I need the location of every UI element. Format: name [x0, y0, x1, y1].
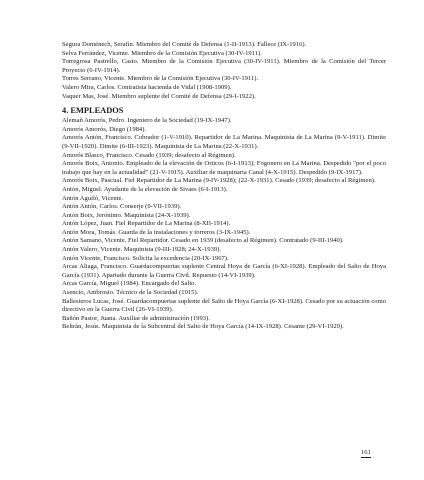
document-body — [62, 41, 386, 332]
entry-paragraph: Antón Boix, Jerónimo. Maquinista (24-X-1939). — [62, 211, 191, 219]
entry-paragraph: Amorós Boix, Pascual. Fiel Repartidor de La Marina (9-IV-1928); (22-X-1931). Cesado (1939; desafecto al Régimen). — [62, 177, 376, 185]
entry-paragraph: Arcas García, Miguel (1984). Encargado del Salto. — [62, 280, 197, 288]
entry-paragraph: Torregrosa Pastrello, Casto. Miembro de la Comisión Ejecutiva (30-IV-1911). Miembro de la Comisión del Tercer Proyecto (6-IV-1914). — [62, 58, 386, 74]
entry-paragraph: Antón Mora, Tomás. Guarda de la instalaciones y torreros (3-IX-1945). — [62, 228, 251, 236]
entries-previous-section — [62, 41, 386, 101]
entry-paragraph: Valero Mira, Carlos. Contratista hacienda de Vidal (1908-1909). — [62, 83, 232, 91]
entry-paragraph: Antón López, Juan. Fiel Repartidor de La Marina (8-XII-1914). — [62, 220, 231, 228]
page-number: 161 — [361, 449, 371, 456]
entry-paragraph: Segura Doménech, Serafín. Miembro del Comité de Defensa (1-II-1913). Fallece (IX-1916). — [62, 41, 307, 48]
entry-paragraph: Arcas Aliaga, Francisco. Guardacompuertas suplente Central Hoya de García (6-XI-1928). Empleado del Salto de Hoya García (1931). Apartado durante la Guerra Civil. Repuesto (14-VI-1939). — [62, 263, 386, 279]
entry-paragraph: Antón Valero, Vicente. Maquinista (9-III-1928; 24-X-1939). — [62, 246, 222, 254]
entry-paragraph: Ballesteros Lucas, José. Guardacompuertas suplente del Salto de Hoya García (6-XI-1928). Cesado por su actuación como directivo en la Guerra Civil (26-VI-1939). — [62, 297, 386, 314]
entry-paragraph: Antón Vicente, Francisco. Solicita la excedencia (20-IX-1967). — [62, 254, 229, 262]
entry-paragraph: Beltrán, Jesús. Maquinista de la Subcentral del Salto de Hoya García (14-IX-1928). Cesante (29-VI-1929). — [62, 323, 344, 331]
entry-paragraph: Antón Aguiló, Vicente. — [62, 194, 124, 202]
entry-paragraph: Amorós Amorós, Diego (1984). — [62, 125, 147, 133]
entry-paragraph: Antón, Miguel. Ayudante de la elevación de Sivaes (6-I-1913). — [62, 185, 228, 193]
entry-paragraph: Alemañ Amorós, Pedro. Ingeniero de la Sociedad (19-IX-1947). — [62, 117, 232, 125]
entry-paragraph: Amorós Antón, Francisco. Cobrador (1-V-1910). Repartidor de La Marina. Maquinista de La Marina (9-V-1911). Dimite (9-VII-1920). Dimite (6-III-1923). Maquinista de La Marina (22-X-1931). — [62, 134, 386, 150]
entries-empleados — [62, 117, 386, 332]
entry-paragraph: Amorós Blasco, Francisco. Cesado (1939; desafecto al Régimen). — [62, 151, 236, 159]
entry-paragraph: Bañón Pastor, Juana. Auxiliar de administración (1993). — [62, 314, 210, 322]
entry-paragraph: Antón Samano, Vicente. Fiel Repartidor. Cesado en 1939 (desafecto al Régimen). Contratado (9-III-1940). — [62, 237, 344, 245]
entry-paragraph: Torres Serrano, Vicente. Miembro de la Comisión Ejecutiva (30-IV-1911). — [62, 75, 259, 83]
entry-paragraph: Selva Ferrández, Vicente. Miembro de la Comisión Ejecutiva (30-IV-1911). — [62, 49, 262, 57]
entry-paragraph: Antón Antón, Carlos. Conserje (9-VII-1939). — [62, 203, 182, 211]
entry-paragraph: Amorós Boix, Antonio. Empleado de la elevación de Orticos (6-I-1913); Fogonero en La Marina. Despedido "por el poco trabajo que hay en la actualidad" (21-V-1915). Auxiliar de maquinaria Canal (4-X-1915). Despedido (9-IX-1917). — [62, 160, 386, 176]
entry-paragraph: Asencio, Ambrosio. Técnico de la Sociedad (1915). — [62, 289, 199, 297]
section-title: 4. EMPLEADOS — [62, 106, 124, 116]
entry-paragraph: Vaquer Mas, José. Miembro suplente del Comité de Defensa (29-I-1922). — [62, 92, 256, 100]
